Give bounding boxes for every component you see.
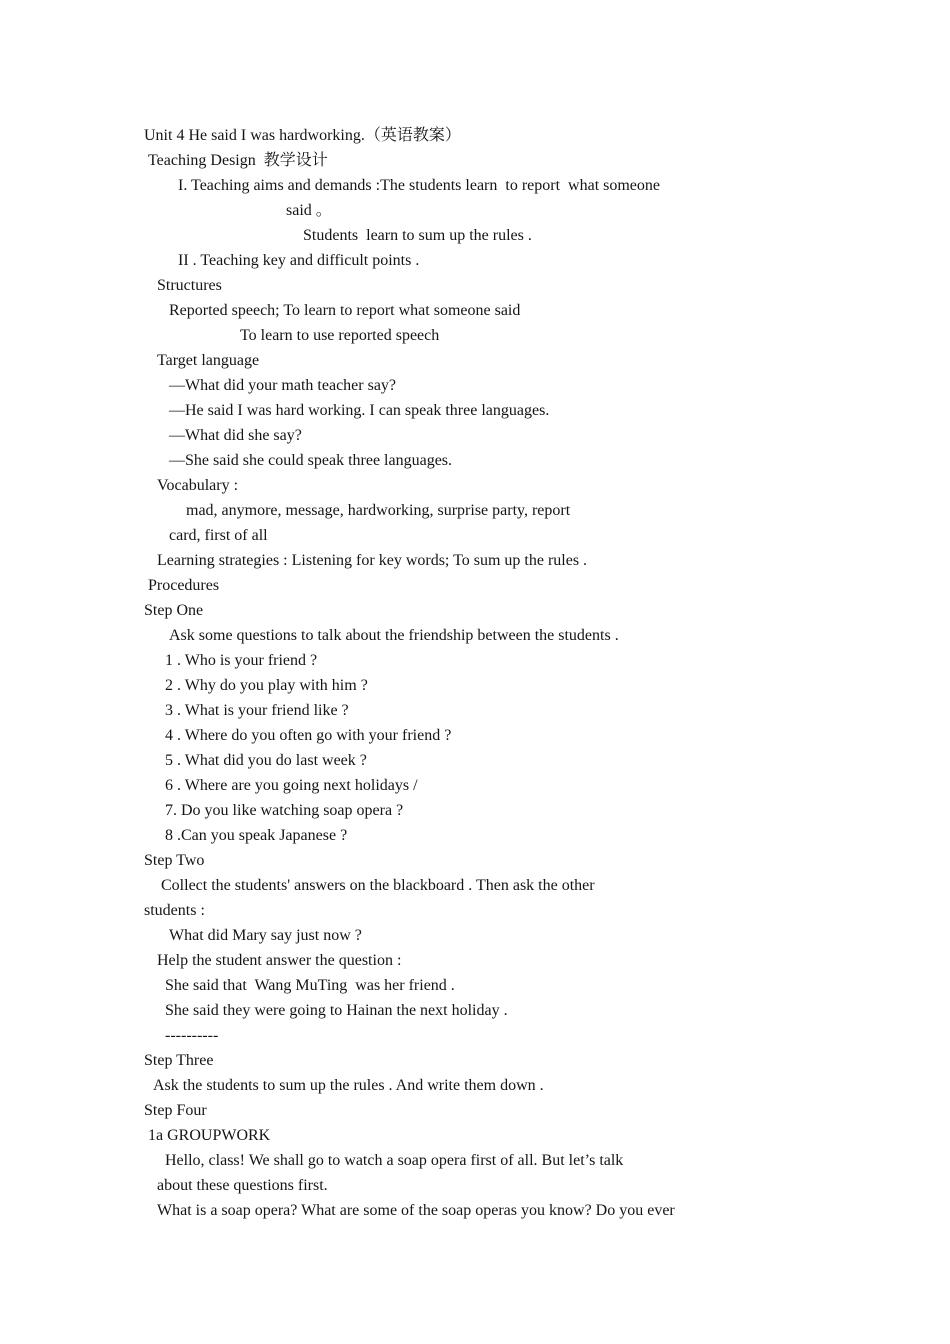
text-line: Students learn to sum up the rules .	[303, 227, 532, 244]
subheading: Structures	[157, 277, 222, 294]
step-heading: Step Three	[144, 1052, 214, 1069]
list-item: 2 . Why do you play with him ?	[165, 677, 368, 694]
text-line: To learn to use reported speech	[240, 327, 440, 344]
text-line: What did Mary say just now ?	[169, 927, 362, 944]
separator-text: ----------	[165, 1027, 219, 1044]
subheading: Vocabulary :	[157, 477, 239, 494]
text-line: She said that Wang MuTing was her friend .	[165, 977, 455, 994]
text-line: She said they were going to Hainan the next holiday .	[165, 1002, 508, 1019]
text-line: card, first of all	[169, 527, 268, 544]
section-heading: Procedures	[148, 577, 220, 594]
dialogue-line: —What did your math teacher say?	[169, 377, 397, 394]
subheading: 1a GROUPWORK	[148, 1127, 271, 1144]
text-line: about these questions first.	[157, 1177, 328, 1194]
list-item: 8 .Can you speak Japanese ?	[165, 827, 348, 844]
text-line: Ask some questions to talk about the friendship between the students .	[169, 627, 619, 644]
list-item: 7. Do you like watching soap opera ?	[165, 802, 404, 819]
text-line: Learning strategies : Listening for key words; To sum up the rules .	[157, 552, 588, 569]
list-item: 5 . What did you do last week ?	[165, 752, 367, 769]
step-heading: Step Four	[144, 1102, 207, 1119]
text-line: Ask the students to sum up the rules . And write them down .	[153, 1077, 544, 1094]
text-line: I. Teaching aims and demands :The students learn to report what someone	[178, 177, 661, 194]
step-heading: Step Two	[144, 852, 205, 869]
dialogue-line: —She said she could speak three languages.	[169, 452, 453, 469]
text-line: Collect the students' answers on the blackboard . Then ask the other	[161, 877, 595, 894]
text-line: Help the student answer the question :	[157, 952, 402, 969]
list-item: 4 . Where do you often go with your friend ?	[165, 727, 452, 744]
list-item: 3 . What is your friend like ?	[165, 702, 349, 719]
section-heading: Teaching Design 教学设计	[148, 152, 328, 169]
text-line: said 。	[286, 202, 332, 219]
list-item: 1 . Who is your friend ?	[165, 652, 318, 669]
text-line: II . Teaching key and difficult points .	[178, 252, 420, 269]
subheading: Target language	[157, 352, 260, 369]
list-item: 6 . Where are you going next holidays /	[165, 777, 418, 794]
document-title: Unit 4 He said I was hardworking.（英语教案）	[144, 127, 461, 144]
text-line: students :	[144, 902, 205, 919]
dialogue-line: —He said I was hard working. I can speak three languages.	[169, 402, 550, 419]
step-heading: Step One	[144, 602, 204, 619]
text-line: mad, anymore, message, hardworking, surprise party, report	[186, 502, 571, 519]
text-line: What is a soap opera? What are some of the soap operas you know? Do you ever	[157, 1202, 675, 1219]
text-line: Reported speech; To learn to report what someone said	[169, 302, 521, 319]
dialogue-line: —What did she say?	[169, 427, 302, 444]
text-line: Hello, class! We shall go to watch a soap opera first of all. But let’s talk	[165, 1152, 624, 1169]
